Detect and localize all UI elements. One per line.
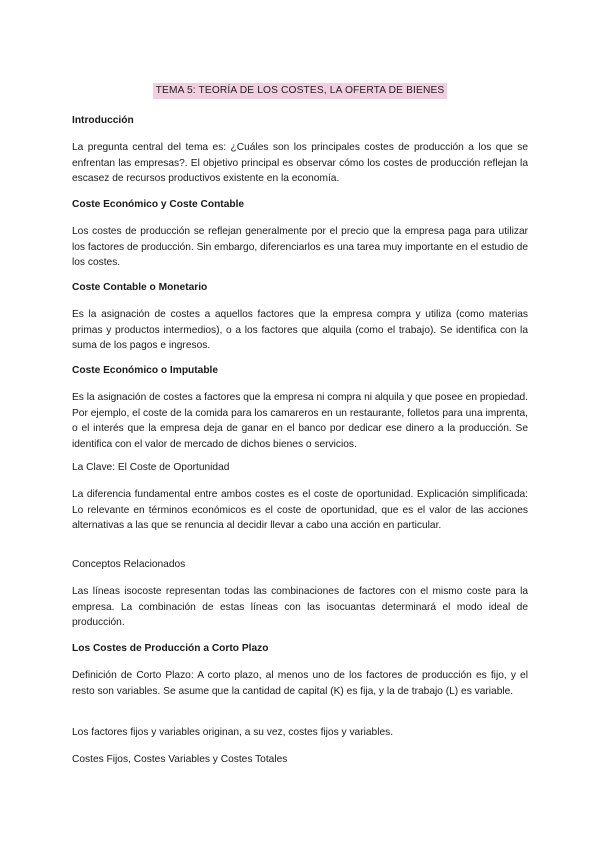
paragraph-coste-contable: Es la asignación de costes a aquellos factores que la empresa compra y utiliza (como materias primas y productos intermedios), o a los factores que alquila (como el trabajo). Se identifica con la suma de los pagos e ingresos. <box>72 309 528 351</box>
heading-conceptos-relacionados: Conceptos Relacionados <box>72 559 186 570</box>
paragraph-coste-economico-contable: Los costes de producción se reflejan generalmente por el precio que la empresa paga para utilizar los factores de producción. Sin embargo, diferenciarlos es una tarea muy importante en el estudio de los costes. <box>72 226 528 268</box>
document-title: TEMA 5: TEORÍA DE LOS COSTES, LA OFERTA DE BIENES <box>153 83 448 99</box>
paragraph-definicion-corto-plazo: Definición de Corto Plazo: A corto plazo, al menos uno de los factores de producción es fijo, y el resto son variables. Se asume que la cantidad de capital (K) es fija, y la de trabajo (L) es variable. <box>72 670 528 697</box>
paragraph-coste-economico: Es la asignación de costes a factores que la empresa ni compra ni alquila y que posee en propiedad. Por ejemplo, el coste de la comida para los camareros en un restaurante, folletos para una imprenta, o el interés que la empresa deja de ganar en el banco por dedicar ese dinero a la producción. Se identifica con el valor de mercado de dichos bienes o servicios. <box>72 392 528 450</box>
heading-coste-economico: Coste Económico o Imputable <box>72 365 219 376</box>
paragraph-coste-oportunidad: La diferencia fundamental entre ambos costes es el coste de oportunidad. Explicación simplificada: Lo relevante en términos económicos es el coste de oportunidad, que es el valor de las acciones alternativas a las que se renuncia al decidir llevar a cabo una acción en particular. <box>72 489 528 531</box>
paragraph-factores-fijos-variables: Los factores fijos y variables originan, a su vez, costes fijos y variables. <box>72 727 394 738</box>
heading-costes-corto-plazo: Los Costes de Producción a Corto Plazo <box>72 643 269 654</box>
heading-coste-contable: Coste Contable o Monetario <box>72 282 208 293</box>
heading-costes-fijos-variables-totales: Costes Fijos, Costes Variables y Costes Totales <box>72 754 288 765</box>
heading-coste-economico-contable: Coste Económico y Coste Contable <box>72 199 245 210</box>
heading-coste-oportunidad: La Clave: El Coste de Oportunidad <box>72 462 230 473</box>
title-container <box>0 83 600 99</box>
paragraph-introduccion: La pregunta central del tema es: ¿Cuáles son los principales costes de producción a los que se enfrentan las empresas?. El objetivo principal es observar cómo los costes de producción reflejan la escasez de recursos productivos existente en la economía. <box>72 142 528 184</box>
heading-introduccion: Introducción <box>72 115 134 126</box>
paragraph-conceptos-relacionados: Las líneas isocoste representan todas las combinaciones de factores con el mismo coste para la empresa. La combinación de estas líneas con las isocuantas determinará el modo ideal de producción. <box>72 586 528 628</box>
